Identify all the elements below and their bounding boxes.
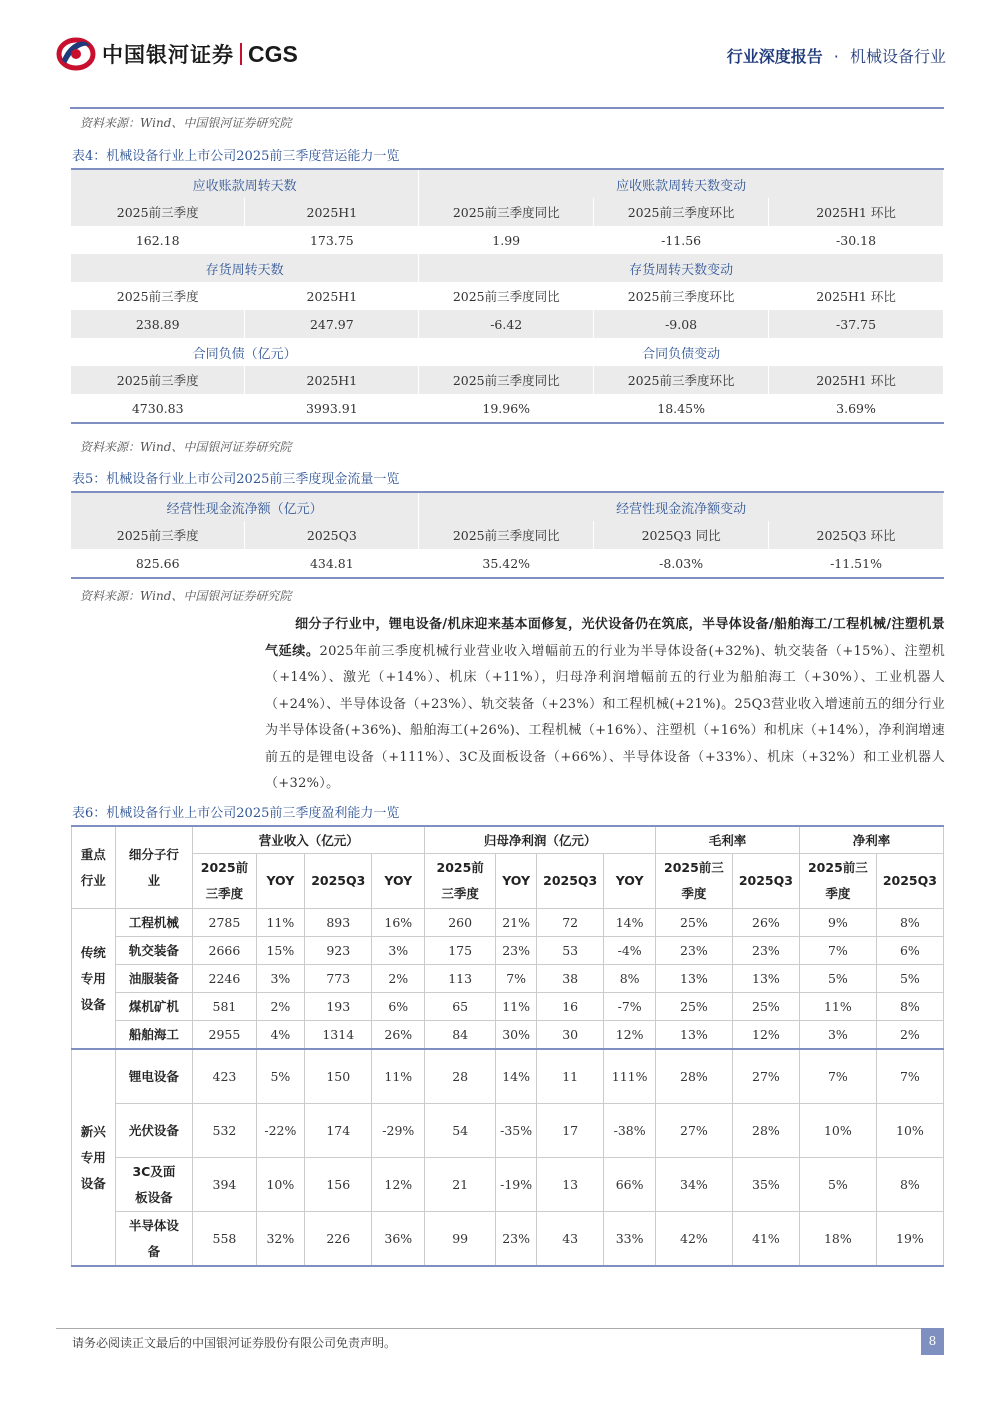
table6-cell: 36% [372,1212,425,1267]
table6-cell: 13% [656,965,733,993]
table6-cell: 3% [372,937,425,965]
table4-value-row [71,310,944,338]
table6-cell: 28% [656,1049,733,1104]
table6-subindustry-cell: 锂电设备 [115,1049,193,1104]
table5-col-header: 2025Q3 [245,521,419,549]
brand-logo [56,36,298,72]
footer-rule [56,1328,944,1329]
table6-cell: 226 [305,1212,372,1267]
table6-cell: 11% [799,993,876,1021]
table-row [72,1021,944,1050]
table6-cell: 923 [305,937,372,965]
table6-group-header: 营业收入（亿元） [193,826,425,854]
table6-cell: 99 [425,1212,496,1267]
table6-cell: 2785 [193,909,256,937]
table6-cell: -4% [604,937,656,965]
table6-col-header: 2025Q3 [305,854,372,909]
table-row [72,993,944,1021]
table6-cell: 5% [799,1158,876,1212]
table6-subindustry-cell: 船舶海工 [115,1021,193,1050]
table6-col-header: 2025前三季度 [799,854,876,909]
table6-cell: 28 [425,1049,496,1104]
table6-col-header: YOY [604,854,656,909]
table6-cell: -19% [496,1158,537,1212]
table6-cell: 17 [537,1104,604,1158]
table6-cell: 21% [496,909,537,937]
table-row [72,937,944,965]
table5-cell: -11.51% [769,549,944,578]
table6-group-header: 毛利率 [656,826,800,854]
table6-cell: 35% [732,1158,799,1212]
table6-cell: 23% [732,937,799,965]
table6-cell: 18% [799,1212,876,1267]
top-rule [70,107,944,109]
table6-cell: 7% [799,937,876,965]
table4-col-header: 2025H1 [245,282,419,310]
table5-col-header: 2025前三季度 [71,521,245,549]
table6-cell: 2666 [193,937,256,965]
table6-cell: 113 [425,965,496,993]
paragraph-body: 2025年前三季度机械行业营业收入增幅前五的行业为半导体设备(+32%)、轨交装备（+15%）、注塑机（+14%）、激光（+14%）、机床（+11%），归母净利润增幅前五的行业为船舶海工（+30%）、工业机器人（+24%）、半导体设备（+23%）、轨交装备（+23%）和工程机械(+21%)。25Q3营业收入增速前五的细分行业为半导体设备(+36%)、船舶海工(+26%)、工程机械（+16%）、注塑机（+16%）和机床（+14%），净利润增速前五的是锂电设备（+111%）、3C及面板设备（+66%）、半导体设备（+33%）、机床（+32%）和工业机器人（+32%）。 [265,643,946,791]
table6-col-header-row [72,854,944,909]
table4-section3-title-row [71,338,944,366]
table4-value-row [71,394,944,423]
table6-cell: 193 [305,993,372,1021]
source-note-1: 资料来源：Wind、中国银河证券研究院 [80,116,292,130]
report-label [727,44,946,67]
table6-cell: 21 [425,1158,496,1212]
table6-subindustry-cell: 光伏设备 [115,1104,193,1158]
table6-cell: 6% [876,937,943,965]
table6-cell: 32% [256,1212,305,1267]
table6-cell: 260 [425,909,496,937]
table4-cell: -6.42 [419,310,594,338]
table6-cell: 150 [305,1049,372,1104]
table4-col-header: 2025前三季度环比 [594,282,769,310]
table4-col-header: 2025前三季度环比 [594,366,769,394]
table6-sector-cell: 传统专用设备 [72,909,116,1050]
page-number: 8 [921,1328,944,1355]
table4-col-header: 2025前三季度 [71,282,245,310]
brand-name-cn: 中国银河证券 [102,43,234,67]
table4-header-row [71,198,944,226]
table4-col-header: 2025前三季度环比 [594,198,769,226]
table5-header-row [71,521,944,549]
table6-subindustry-cell: 工程机械 [115,909,193,937]
table6-cell: 13 [537,1158,604,1212]
table-row [72,1158,944,1212]
table6-cell: 174 [305,1104,372,1158]
table6-subindustry-cell: 轨交装备 [115,937,193,965]
table4-section-title: 合同负债变动 [419,338,944,366]
table6-col-header: YOY [256,854,305,909]
table6-cell: 3% [799,1021,876,1050]
table6-subindustry-cell: 半导体设备 [115,1212,193,1267]
table6-cell: 12% [604,1021,656,1050]
table6-cell: -38% [604,1104,656,1158]
table4-caption: 表4：机械设备行业上市公司2025前三季度营运能力一览 [72,149,400,164]
table4-cell: 173.75 [245,226,419,254]
table4-col-header: 2025H1 [245,198,419,226]
table6-cell: 4% [256,1021,305,1050]
table6-cell: 13% [656,1021,733,1050]
table6-cell: 10% [256,1158,305,1212]
table6-cell: 34% [656,1158,733,1212]
table6-subindustry-cell: 3C及面板设备 [115,1158,193,1212]
table6-cell: 53 [537,937,604,965]
table4-col-header: 2025H1 环比 [769,282,944,310]
table6-cell: 25% [732,993,799,1021]
table6-cell: 893 [305,909,372,937]
table4-cell: 18.45% [594,394,769,423]
table6-cell: 14% [604,909,656,937]
table6-cell: 394 [193,1158,256,1212]
table6-subindustry-cell: 煤机矿机 [115,993,193,1021]
table4-col-header: 2025前三季度同比 [419,198,594,226]
table4-section1-title-row [71,169,944,198]
table6-key-header: 重点行业 [72,826,116,909]
table4-col-header: 2025前三季度 [71,366,245,394]
table5-cell: 35.42% [419,549,594,578]
table6-col-header: 2025Q3 [537,854,604,909]
table4-cell: 247.97 [245,310,419,338]
table6-cell: 30 [537,1021,604,1050]
table6-cell: 2% [256,993,305,1021]
header-dot: · [833,47,839,66]
table6-cell: 23% [496,1212,537,1267]
table4-section2-title-row [71,254,944,282]
table4-col-header: 2025H1 环比 [769,366,944,394]
table6-cell: 11% [496,993,537,1021]
table6-cell: 19% [876,1212,943,1267]
table6-cell: 15% [256,937,305,965]
table4-header-row [71,282,944,310]
table6-group-header: 净利率 [799,826,943,854]
table6-cell: 9% [799,909,876,937]
table-row [72,1212,944,1267]
table6-cell: 581 [193,993,256,1021]
table4-cell: -11.56 [594,226,769,254]
table6-cell: 773 [305,965,372,993]
table4-cell: 3993.91 [245,394,419,423]
table6-cell: 43 [537,1212,604,1267]
table6-cell: 26% [732,909,799,937]
table6-group-header-row [72,826,944,854]
table4-cell: 162.18 [71,226,245,254]
table6-cell: 33% [604,1212,656,1267]
source-note-2: 资料来源：Wind、中国银河证券研究院 [80,440,292,454]
page-header [56,36,946,76]
table4-section-title: 存货周转天数 [71,254,419,282]
table5-col-header: 2025前三季度同比 [419,521,594,549]
table6-cell: 27% [732,1049,799,1104]
table6-cell: 7% [496,965,537,993]
table6-cell: 84 [425,1021,496,1050]
table6-subindustry-cell: 油服装备 [115,965,193,993]
table4-section-title: 应收账款周转天数变动 [419,169,944,198]
table4-section-title: 应收账款周转天数 [71,169,419,198]
table4-col-header: 2025H1 环比 [769,198,944,226]
table6-col-header: YOY [372,854,425,909]
table6-cell: 3% [256,965,305,993]
table6-cell: 26% [372,1021,425,1050]
table6-cell: 13% [732,965,799,993]
table6-col-header: 2025前三季度 [193,854,256,909]
table6-cell: 2246 [193,965,256,993]
table5-value-row [71,549,944,578]
table6-cell: -35% [496,1104,537,1158]
table6-cell: 5% [876,965,943,993]
table6-cell: 8% [876,909,943,937]
table6-cell: 5% [799,965,876,993]
source-note-3: 资料来源：Wind、中国银河证券研究院 [80,589,292,603]
table6-cell: -7% [604,993,656,1021]
table4-section-title: 合同负债（亿元） [71,338,419,366]
table6-cell: 65 [425,993,496,1021]
brand-divider [240,43,242,65]
table4-section-title: 存货周转天数变动 [419,254,944,282]
table6-cell: 66% [604,1158,656,1212]
table6-col-header: 2025Q3 [732,854,799,909]
table6-cell: 11 [537,1049,604,1104]
table6-cell: 8% [876,1158,943,1212]
table6-col-header: 2025Q3 [876,854,943,909]
table6-cell: -22% [256,1104,305,1158]
industry-name: 机械设备行业 [849,47,946,66]
table4-cell: -30.18 [769,226,944,254]
brand-name-en: CGS [248,40,298,67]
table4-cell: -37.75 [769,310,944,338]
table6-cell: 175 [425,937,496,965]
table6-cell: 10% [799,1104,876,1158]
table6-cell: 156 [305,1158,372,1212]
table6-cell: 30% [496,1021,537,1050]
table6-cell: 38 [537,965,604,993]
table4-operating-capacity [71,168,944,424]
table5-title-row [71,492,944,521]
table6-cell: 12% [732,1021,799,1050]
table6-cell: 16% [372,909,425,937]
table4-cell: 3.69% [769,394,944,423]
table6-cell: 423 [193,1049,256,1104]
table5-cell: -8.03% [594,549,769,578]
table6-cell: 11% [256,909,305,937]
table6-cell: 8% [604,965,656,993]
table4-cell: 238.89 [71,310,245,338]
table6-cell: 2% [876,1021,943,1050]
table5-cashflow [71,491,944,579]
paragraph-lead: 细分子行业中，锂电设备/机床迎来基本面修复，光伏设备仍在筑底，半导体设备/船舶海工/工程机械/注塑机景气延续。 [265,617,945,659]
table6-cell: 25% [656,993,733,1021]
table6-cell: 6% [372,993,425,1021]
table6-cell: 41% [732,1212,799,1267]
table6-cell: 25% [656,909,733,937]
analysis-paragraph [265,612,945,798]
table4-cell: 4730.83 [71,394,245,423]
table6-cell: 42% [656,1212,733,1267]
table6-caption: 表6：机械设备行业上市公司2025前三季度盈利能力一览 [72,806,400,821]
table6-cell: 23% [496,937,537,965]
table4-cell: 1.99 [419,226,594,254]
table6-cell: 28% [732,1104,799,1158]
table5-caption: 表5：机械设备行业上市公司2025前三季度现金流量一览 [72,472,400,487]
table5-section-title: 经营性现金流净额变动 [419,492,944,521]
table6-cell: 5% [256,1049,305,1104]
table4-col-header: 2025前三季度同比 [419,366,594,394]
table5-cell: 825.66 [71,549,245,578]
table6-cell: 27% [656,1104,733,1158]
table5-cell: 434.81 [245,549,419,578]
galaxy-logo-icon [56,36,96,72]
table6-cell: 72 [537,909,604,937]
table4-col-header: 2025前三季度 [71,198,245,226]
table6-cell: 1314 [305,1021,372,1050]
table4-cell: 19.96% [419,394,594,423]
table6-cell: 54 [425,1104,496,1158]
table6-cell: 7% [876,1049,943,1104]
table4-cell: -9.08 [594,310,769,338]
table6-cell: 12% [372,1158,425,1212]
table6-cell: 558 [193,1212,256,1267]
table6-profitability [71,825,944,1267]
table6-col-header: YOY [496,854,537,909]
table6-cell: 532 [193,1104,256,1158]
table6-cell: 23% [656,937,733,965]
table6-cell: 14% [496,1049,537,1104]
table6-cell: -29% [372,1104,425,1158]
table4-value-row [71,226,944,254]
table6-cell: 11% [372,1049,425,1104]
table6-cell: 8% [876,993,943,1021]
table6-col-header: 2025前三季度 [656,854,733,909]
table5-section-title: 经营性现金流净额（亿元） [71,492,419,521]
table-row [72,1049,944,1104]
table6-cell: 2% [372,965,425,993]
table6-col-header: 2025前三季度 [425,854,496,909]
table6-sub-header: 细分子行业 [115,826,193,909]
table-row [72,1104,944,1158]
table6-group-header: 归母净利润（亿元） [425,826,656,854]
table4-col-header: 2025前三季度同比 [419,282,594,310]
table5-col-header: 2025Q3 环比 [769,521,944,549]
table4-header-row [71,366,944,394]
footer-disclaimer: 请务必阅读正文最后的中国银河证券股份有限公司免责声明。 [72,1336,397,1350]
table6-cell: 16 [537,993,604,1021]
table6-cell: 10% [876,1104,943,1158]
table6-sector-cell: 新兴专用设备 [72,1049,116,1266]
table-row [72,965,944,993]
table6-cell: 111% [604,1049,656,1104]
table-row [72,909,944,937]
table6-cell: 2955 [193,1021,256,1050]
table6-cell: 7% [799,1049,876,1104]
report-type: 行业深度报告 [726,47,823,66]
table4-col-header: 2025H1 [245,366,419,394]
table5-col-header: 2025Q3 同比 [594,521,769,549]
